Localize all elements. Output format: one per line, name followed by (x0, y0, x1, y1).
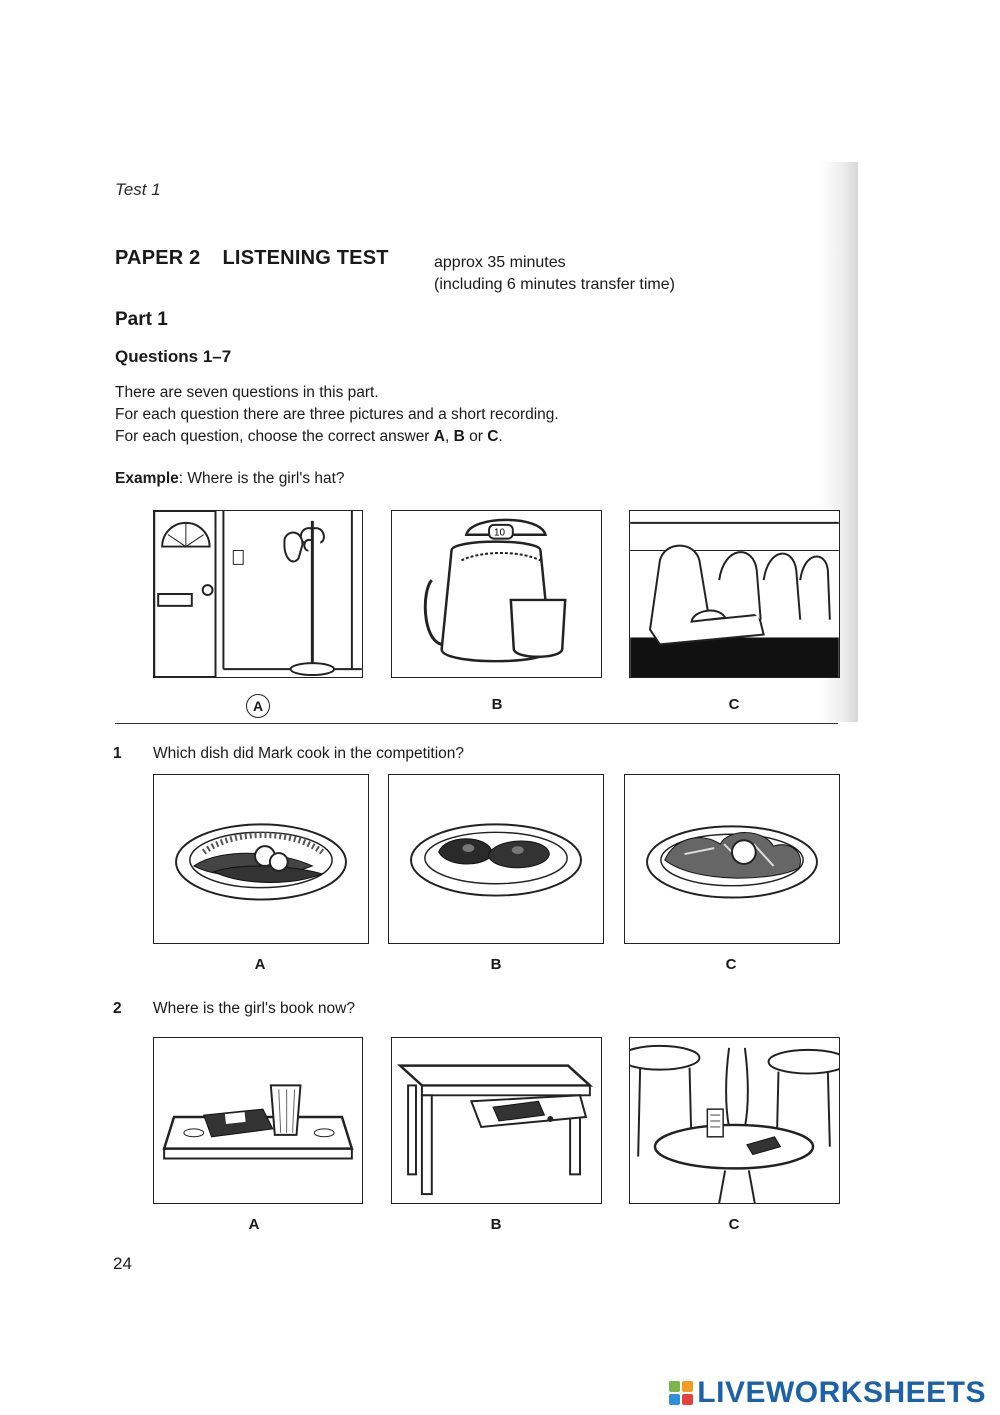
salad-dish-illustration (625, 775, 839, 943)
duration-info (434, 252, 675, 296)
question-2-picture-c[interactable] (629, 1037, 840, 1204)
instruction-line-1: There are seven questions in this part. (115, 384, 379, 401)
questions-range: Questions 1–7 (115, 347, 232, 366)
instruction-line-3: For each question, choose the correct answer A, B or C. (115, 428, 503, 445)
example-picture-a[interactable] (153, 510, 363, 678)
question-2-number: 2 (113, 1000, 122, 1017)
duration-line-2: (including 6 minutes transfer time) (434, 276, 675, 293)
question-1-number: 1 (113, 745, 122, 762)
cafe-table-book-illustration (630, 1038, 839, 1203)
question-2-picture-a[interactable] (153, 1037, 363, 1204)
fish-dish-illustration (154, 775, 368, 943)
question-2-text: Where is the girl's book now? (153, 1000, 355, 1017)
paper-title (115, 247, 389, 270)
example-picture-c[interactable] (629, 510, 840, 678)
example-picture-b[interactable] (391, 510, 602, 678)
question-1-option-b[interactable]: B (490, 956, 502, 973)
question-1-picture-b[interactable] (388, 774, 604, 944)
question-2-option-c[interactable]: C (728, 1216, 740, 1233)
question-1-option-c[interactable]: C (725, 956, 737, 973)
bus-seats-illustration (630, 511, 839, 677)
backpack-illustration (392, 511, 601, 677)
desk-drawer-book-illustration (392, 1038, 601, 1203)
question-1-option-a[interactable]: A (254, 956, 266, 973)
question-1-picture-a[interactable] (153, 774, 369, 944)
question-2-option-a[interactable]: A (248, 1216, 260, 1233)
question-2-option-b[interactable]: B (490, 1216, 502, 1233)
part-title: Part 1 (115, 309, 168, 330)
door-hat-stand-illustration (154, 511, 362, 677)
example-option-b[interactable]: B (491, 696, 503, 713)
steak-dish-illustration (389, 775, 603, 943)
question-1-text: Which dish did Mark cook in the competition? (153, 745, 465, 762)
svg-text:10: 10 (494, 527, 506, 539)
question-2-picture-b[interactable] (391, 1037, 602, 1204)
question-1-picture-c[interactable] (624, 774, 840, 944)
example-question (115, 470, 345, 488)
page-number: 24 (113, 1254, 132, 1273)
section-name: LISTENING TEST (222, 247, 389, 269)
brand-name: LIVEWORKSHEETS (697, 1376, 986, 1409)
tray-book-glass-illustration (154, 1038, 362, 1203)
duration-line-1: approx 35 minutes (434, 254, 566, 271)
example-option-a-circled[interactable]: A (246, 694, 270, 718)
instruction-line-2: For each question there are three pictures and a short recording. (115, 406, 559, 423)
example-text: : Where is the girl's hat? (178, 470, 345, 487)
brand-grid-icon (669, 1381, 693, 1405)
liveworksheets-logo[interactable] (669, 1376, 986, 1410)
example-option-c[interactable]: C (728, 696, 740, 713)
example-label: Example (115, 470, 179, 487)
section-divider (115, 723, 838, 724)
instructions (115, 382, 559, 448)
test-label: Test 1 (115, 180, 161, 199)
paper-number: PAPER 2 (115, 247, 201, 269)
